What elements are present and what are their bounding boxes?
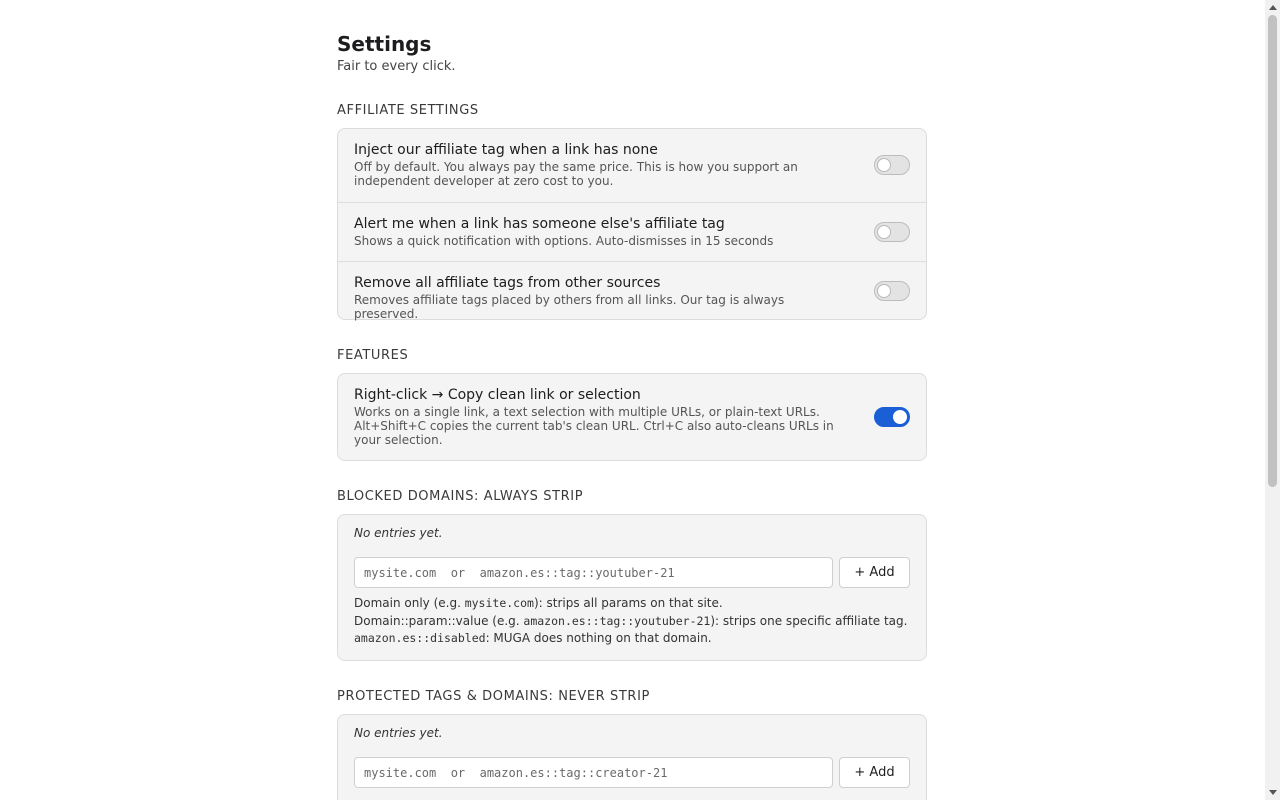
setting-row-inject-tag: [338, 129, 926, 202]
protected-add-button[interactable]: + Add: [839, 757, 910, 788]
setting-label: Remove all affiliate tags from other sources: [354, 275, 661, 291]
toggle-knob: [877, 284, 891, 298]
setting-label: Inject our affiliate tag when a link has none: [354, 142, 658, 158]
copy-clean-link-toggle[interactable]: [874, 407, 910, 427]
help-line: [354, 613, 914, 631]
setting-description: Works on a single link, a text selection with multiple URLs, or plain-text URLs. Alt+Shift+C copies the current tab's clean URL. Ctrl+C also auto-cleans URLs in your selection.: [354, 405, 834, 447]
setting-row-remove-tags: [338, 261, 926, 321]
help-text: Domain::param::value (e.g.: [354, 613, 524, 628]
page-scrollbar[interactable]: [1265, 0, 1280, 800]
affiliate-settings-heading: AFFILIATE SETTINGS: [337, 103, 479, 118]
protected-tag-input[interactable]: [354, 757, 833, 788]
setting-description: Off by default. You always pay the same price. This is how you support an independent developer at zero cost to you.: [354, 160, 798, 188]
affiliate-settings-card: [337, 128, 927, 320]
features-card: [337, 373, 927, 461]
setting-description: Shows a quick notification with options. Auto-dismisses in 15 seconds: [354, 234, 774, 248]
blocked-add-button[interactable]: + Add: [839, 557, 910, 588]
toggle-knob: [877, 158, 891, 172]
blocked-domain-input[interactable]: [354, 557, 833, 588]
setting-description: Removes affiliate tags placed by others from all links. Our tag is always preserved.: [354, 293, 785, 321]
setting-row-copy-clean-link: [338, 374, 926, 460]
scroll-up-arrow-icon[interactable]: [1269, 5, 1277, 10]
help-text: ): strips one specific affiliate tag.: [710, 613, 908, 628]
scroll-down-arrow-icon[interactable]: [1269, 790, 1277, 795]
help-text: ): strips all params on that site.: [533, 596, 723, 610]
remove-tags-toggle[interactable]: [874, 281, 910, 301]
help-code: mysite.com: [464, 596, 534, 610]
page-subtitle: Fair to every click.: [337, 59, 456, 74]
help-code: amazon.es::disabled: [354, 631, 486, 645]
toggle-knob: [877, 225, 891, 239]
blocked-domains-card: [337, 514, 927, 661]
toggle-knob: [893, 410, 907, 424]
setting-label: Alert me when a link has someone else's affiliate tag: [354, 216, 725, 232]
blocked-help-text: [354, 595, 914, 648]
scrollbar-thumb[interactable]: [1268, 15, 1277, 487]
setting-label: Right-click → Copy clean link or selection: [354, 387, 641, 403]
inject-tag-toggle[interactable]: [874, 155, 910, 175]
protected-tags-card: [337, 714, 927, 800]
setting-row-alert-foreign-tag: [338, 202, 926, 261]
protected-empty-state: No entries yet.: [354, 726, 443, 740]
help-code: amazon.es::tag::youtuber-21: [523, 613, 711, 628]
protected-tags-heading: PROTECTED TAGS & DOMAINS: NEVER STRIP: [337, 689, 650, 704]
help-line: [354, 630, 914, 648]
alert-foreign-tag-toggle[interactable]: [874, 222, 910, 242]
help-line: [354, 595, 914, 613]
features-heading: FEATURES: [337, 348, 409, 363]
blocked-domains-heading: BLOCKED DOMAINS: ALWAYS STRIP: [337, 489, 584, 504]
help-text: Domain only (e.g.: [354, 596, 465, 610]
help-text: : MUGA does nothing on that domain.: [485, 631, 712, 645]
blocked-empty-state: No entries yet.: [354, 526, 443, 540]
page-title: Settings: [337, 32, 432, 56]
